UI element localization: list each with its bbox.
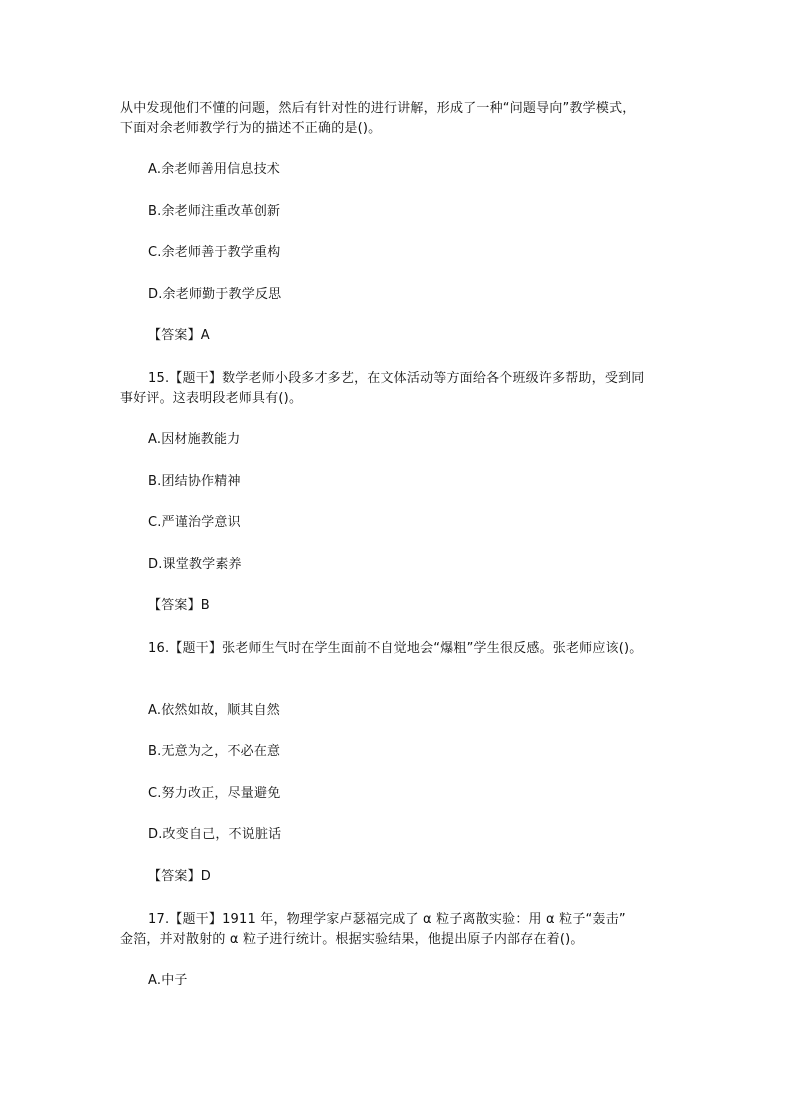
question-16-option-c: C.努力改正，尽量避免 bbox=[148, 786, 281, 801]
question-15-stem-line-2: 事好评。这表明段老师具有()。 bbox=[120, 391, 303, 406]
question-14-answer: 【答案】A bbox=[148, 328, 210, 343]
question-14-option-a: A.余老师善用信息技术 bbox=[148, 162, 280, 177]
question-17-stem-line-1: 17.【题干】1911 年，物理学家卢瑟福完成了 α 粒子离散实验：用 α 粒子“轰击” bbox=[148, 912, 626, 927]
question-16-answer: 【答案】D bbox=[148, 869, 212, 884]
question-17-option-a: A.中子 bbox=[148, 973, 188, 988]
question-15-answer: 【答案】B bbox=[148, 598, 210, 613]
question-17-stem-line-2: 金箔，并对散射的 α 粒子进行统计。根据实验结果，他提出原子内部存在着()。 bbox=[120, 932, 584, 947]
question-14-option-d: D.余老师勤于教学反思 bbox=[148, 287, 282, 302]
question-15-option-c: C.严谨治学意识 bbox=[148, 515, 241, 530]
question-14-stem-line-2: 下面对余老师教学行为的描述不正确的是()。 bbox=[120, 121, 382, 136]
question-15-stem-line-1: 15.【题干】数学老师小段多才多艺，在文体活动等方面给各个班级许多帮助，受到同 bbox=[148, 371, 645, 386]
question-15-option-a: A.因材施教能力 bbox=[148, 432, 241, 447]
question-14-option-b: B.余老师注重改革创新 bbox=[148, 204, 281, 219]
question-15-option-b: B.团结协作精神 bbox=[148, 474, 241, 489]
question-14-stem-line-1: 从中发现他们不懂的问题，然后有针对性的进行讲解，形成了一种“问题导向”教学模式， bbox=[120, 101, 636, 116]
question-16-stem: 16.【题干】张老师生气时在学生面前不自觉地会“爆粗”学生很反感。张老师应该()。 bbox=[148, 641, 643, 656]
question-15-option-d: D.课堂教学素养 bbox=[148, 557, 242, 572]
question-16-option-b: B.无意为之，不必在意 bbox=[148, 744, 281, 759]
question-14-option-c: C.余老师善于教学重构 bbox=[148, 245, 281, 260]
question-16-option-a: A.依然如故，顺其自然 bbox=[148, 703, 280, 718]
question-16-option-d: D.改变自己，不说脏话 bbox=[148, 827, 282, 842]
